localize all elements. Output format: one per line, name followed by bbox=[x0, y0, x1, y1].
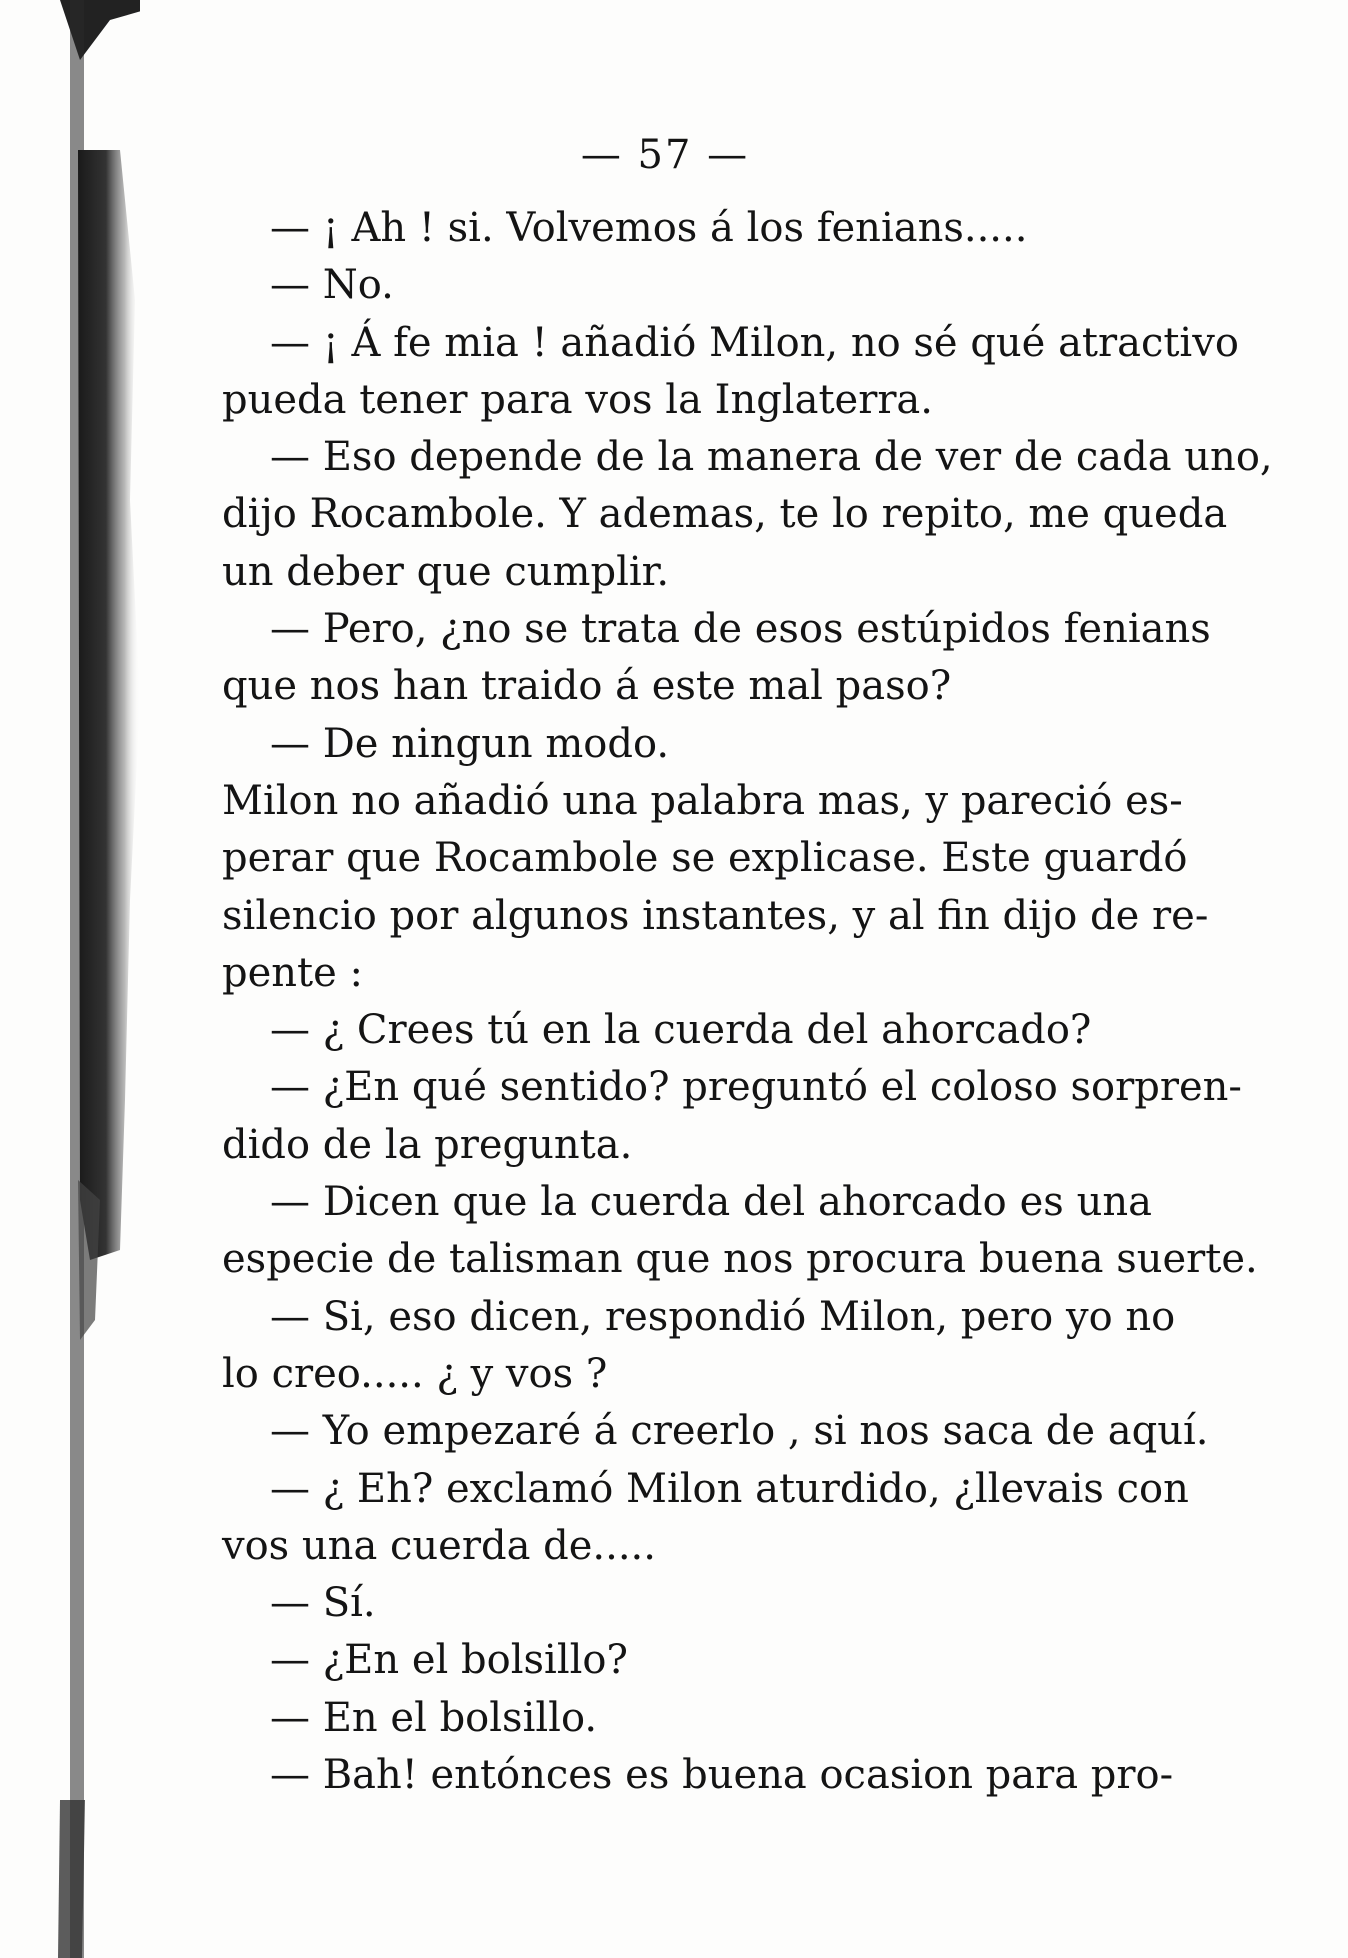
text-line: un deber que cumplir. bbox=[222, 548, 670, 595]
text-line: — ¡ Á fe mia ! añadió Milon, no sé qué atractivo bbox=[270, 319, 1239, 366]
binding-edge-shadow bbox=[0, 0, 140, 1958]
text-line: dijo Rocambole. Y ademas, te lo repito, me queda bbox=[222, 491, 1228, 538]
body-text bbox=[222, 200, 1273, 1804]
text-line: — Yo empezaré á creerlo , si nos saca de aquí. bbox=[270, 1408, 1209, 1455]
page-number: — 57 — bbox=[580, 132, 750, 178]
text-line: — De ningun modo. bbox=[270, 720, 670, 767]
text-line: — Pero, ¿no se trata de esos estúpidos fenians bbox=[270, 606, 1211, 653]
text-line: — ¿ Crees tú en la cuerda del ahorcado? bbox=[270, 1007, 1092, 1054]
text-line: vos una cuerda de..... bbox=[222, 1522, 656, 1569]
text-line: dido de la pregunta. bbox=[222, 1121, 633, 1168]
text-line: — Si, eso dicen, respondió Milon, pero yo no bbox=[270, 1293, 1176, 1340]
text-line: que nos han traido á este mal paso? bbox=[222, 663, 952, 710]
text-line: — ¿ Eh? exclamó Milon aturdido, ¿llevais con bbox=[270, 1465, 1189, 1512]
text-line: — ¡ Ah ! si. Volvemos á los fenians..... bbox=[270, 205, 1028, 251]
text-line: perar que Rocambole se explicase. Este guardó bbox=[222, 835, 1188, 882]
text-line: — En el bolsillo. bbox=[270, 1694, 598, 1741]
text-line: — Eso depende de la manera de ver de cada uno, bbox=[270, 434, 1273, 481]
text-line: — Dicen que la cuerda del ahorcado es una bbox=[270, 1179, 1152, 1226]
text-line: especie de talisman que nos procura buena suerte. bbox=[222, 1236, 1258, 1283]
text-line: — ¿En qué sentido? preguntó el coloso sorpren- bbox=[270, 1064, 1242, 1111]
text-line: silencio por algunos instantes, y al fin dijo de re- bbox=[222, 892, 1209, 939]
text-line: pueda tener para vos la Inglaterra. bbox=[222, 376, 933, 423]
text-line: — ¿En el bolsillo? bbox=[270, 1637, 628, 1684]
text-line: — Sí. bbox=[270, 1580, 376, 1627]
text-line: Milon no añadió una palabra mas, y pareció es- bbox=[222, 777, 1183, 824]
text-line: lo creo..... ¿ y vos ? bbox=[222, 1350, 608, 1397]
text-line: pente : bbox=[222, 949, 363, 996]
text-line: — No. bbox=[270, 262, 394, 309]
text-line: — Bah! entónces es buena ocasion para pro- bbox=[270, 1752, 1174, 1799]
